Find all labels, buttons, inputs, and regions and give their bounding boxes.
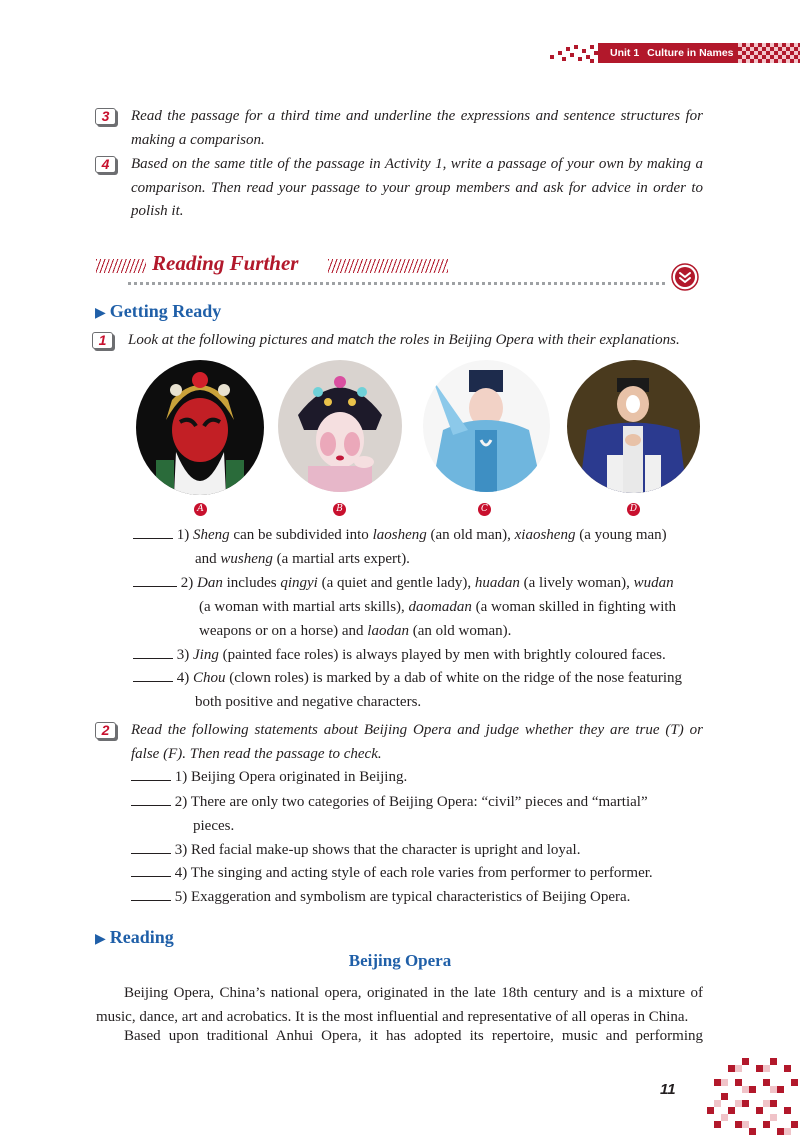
activity-2-instruction: Read the following statements about Beijing Opera and judge whether they are true (T) or false (F). Then read the passage to check. (131, 722, 703, 762)
header-checker-pattern (548, 43, 598, 63)
opera-photo-dan (278, 360, 402, 492)
getting-ready-heading: ▶ Getting Ready (95, 301, 222, 321)
role-item-2-cont: (a woman with martial arts skills), daomadan (a woman skilled in fighting with (199, 599, 677, 615)
photo-label-c: C (478, 503, 491, 516)
activity-1-instruction: Look at the following pictures and match the roles in Beijing Opera with their explanations. (128, 332, 680, 348)
opera-photo-sheng (423, 360, 550, 492)
activity-number-badge: 1 (92, 332, 113, 349)
answer-blank[interactable] (133, 524, 173, 539)
article-paragraph-1: Beijing Opera, China’s national opera, originated in the late 18th century and is a mixture of music, dance, art and acrobatics. It is the most influential and representative of all operas in China. (96, 985, 703, 1025)
statement-5: 5) Exaggeration and symbolism are typical characteristics of Beijing Opera. (131, 886, 706, 910)
activity-4-text: Based on the same title of the passage in Activity 1, write a passage of your own by making a comparison. Then read your passage to your group members and ask for advice in order to polish it. (131, 156, 703, 219)
answer-blank[interactable] (131, 791, 171, 806)
triangle-bullet-icon: ▶ (95, 305, 106, 321)
page-number: 11 (660, 1081, 676, 1098)
answer-blank[interactable] (133, 644, 173, 659)
section-divider (128, 282, 665, 285)
answer-blank[interactable] (133, 667, 173, 682)
triangle-bullet-icon: ▶ (95, 931, 106, 947)
article-paragraph-2: Based upon traditional Anhui Opera, it has adopted its repertoire, music and performing (124, 1028, 703, 1044)
photo-label-b: B (333, 503, 346, 516)
role-item-4: 4) Chou (clown roles) is marked by a dab of white on the ridge of the nose featuring (133, 667, 708, 691)
statement-2: 2) There are only two categories of Beijing Opera: “civil” pieces and “martial” (131, 791, 706, 815)
role-item-2-cont2: weapons or on a horse) and laodan (an old woman). (199, 623, 512, 639)
chevron-down-icon[interactable] (671, 263, 699, 291)
section-title: Reading Further (152, 251, 299, 275)
statement-2-cont: pieces. (193, 818, 235, 834)
photo-label-d: D (627, 503, 640, 516)
role-item-3: 3) Jing (painted face roles) is always played by men with brightly coloured faces. (133, 644, 708, 668)
unit-title: Culture in Names (647, 47, 734, 59)
role-item-1: 1) Sheng can be subdivided into laosheng (an old man), xiaosheng (a young man) (133, 524, 703, 548)
answer-blank[interactable] (133, 572, 177, 587)
title-hatch-left (96, 259, 146, 273)
header-checker-right (738, 43, 800, 63)
reading-heading: ▶ Reading (95, 927, 174, 947)
article-title: Beijing Opera (348, 951, 452, 970)
statement-3: 3) Red facial make-up shows that the character is upright and loyal. (131, 839, 706, 863)
answer-blank[interactable] (131, 862, 171, 877)
opera-photo-chou (567, 360, 700, 493)
photo-label-a: A (194, 503, 207, 516)
activity-number-badge: 2 (95, 722, 116, 739)
role-item-1-cont: and wusheng (a martial arts expert). (195, 551, 410, 567)
footer-pixel-pattern (700, 1055, 800, 1138)
unit-header (598, 43, 738, 63)
statement-1: 1) Beijing Opera originated in Beijing. (131, 766, 706, 790)
answer-blank[interactable] (131, 766, 171, 781)
answer-blank[interactable] (131, 886, 171, 901)
statement-4: 4) The singing and acting style of each role varies from performer to performer. (131, 862, 706, 886)
answer-blank[interactable] (131, 839, 171, 854)
role-item-4-cont: both positive and negative characters. (195, 694, 422, 710)
role-item-2: 2) Dan includes qingyi (a quiet and gentle lady), huadan (a lively woman), wudan (133, 572, 708, 596)
activity-number-badge: 3 (95, 108, 116, 125)
opera-photo-jing (136, 360, 264, 495)
unit-label: Unit 1 (610, 47, 640, 59)
activity-3-text: Read the passage for a third time and underline the expressions and sentence structures for making a comparison. (131, 108, 703, 148)
title-hatch-right (328, 259, 448, 273)
activity-number-badge: 4 (95, 156, 116, 173)
